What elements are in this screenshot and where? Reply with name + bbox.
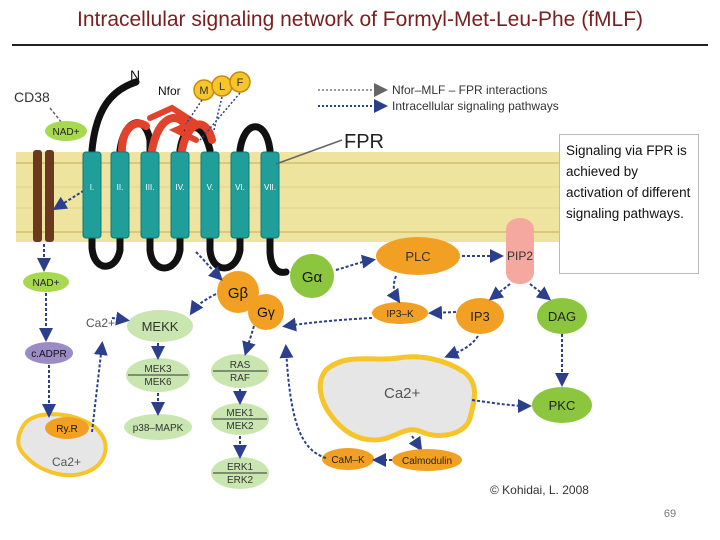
ryr-label: Ry.R [56, 424, 78, 435]
slide-title: Intracellular signaling network of Formyl-Met-Leu-Phe (fMLF) [76, 8, 644, 31]
helix-2 [111, 152, 129, 238]
nad-bottom-label: NAD+ [32, 278, 60, 289]
p38-label: p38–MAPK [132, 423, 184, 434]
pkc-label: PKC [548, 398, 576, 413]
ca-to-calmodulin-arrow [412, 436, 420, 448]
cd38-label: CD38 [14, 89, 50, 105]
fpr-label: FPR [344, 131, 384, 153]
ligand-residue-l: L [218, 81, 226, 93]
helix-label-5: V. [206, 183, 214, 192]
helix-4 [171, 152, 189, 238]
ga-to-plc-arrow [336, 260, 372, 270]
cadpr-label: c.ADPR [31, 349, 67, 360]
pip2-label: PIP2 [506, 249, 534, 263]
ryr-to-ca-arrow [92, 345, 102, 432]
note-box: Signaling via FPR is achieved by activation of different signaling pathways. [559, 134, 699, 274]
cd38-bar-left [33, 150, 42, 242]
legend-interaction-text: Nfor–MLF – FPR interactions [392, 83, 548, 97]
helix-label-4: IV. [175, 183, 185, 192]
helix-5 [201, 152, 219, 238]
erk12-label-top: ERK1 [226, 462, 254, 473]
helix-label-3: III. [145, 183, 155, 192]
gb-to-mekk-arrow [192, 294, 216, 312]
helix-6 [231, 152, 249, 238]
copyright-text: © Kohidai, L. 2008 [490, 483, 589, 497]
cd38-bar-right [45, 150, 54, 242]
ip3-to-ip3k-arrow [432, 312, 456, 313]
camk-label: CaM–K [331, 455, 365, 466]
ligand-residue-f: F [236, 77, 244, 89]
helix-label-2: II. [116, 183, 124, 192]
mek36-label-bottom: MEK6 [144, 377, 172, 388]
plc-to-ip3k-arrow [394, 276, 398, 300]
page-number: 69 [663, 508, 677, 520]
ligand-residue-m: M [199, 85, 209, 97]
helix-3 [141, 152, 159, 238]
ca-left-label: Ca2+ [52, 455, 82, 469]
mek12-label-bottom: MEK2 [226, 421, 254, 432]
rasraf-label-top: RAS [229, 360, 251, 371]
calmodulin-label: Calmodulin [401, 456, 453, 467]
dag-label: DAG [547, 309, 577, 324]
erk12-label-bottom: ERK2 [226, 475, 254, 486]
pip2-to-ip3-arrow [492, 284, 510, 298]
ip3-label: IP3 [470, 309, 490, 324]
legend-pathway-text: Intracellular signaling pathways [392, 99, 559, 113]
mek36-label-top: MEK3 [144, 364, 172, 375]
ca-store-label: Ca2+ [384, 385, 421, 402]
plc-label: PLC [405, 249, 431, 264]
helix-label-6: VI. [235, 183, 245, 192]
ip3-to-ca-arrow [448, 336, 478, 356]
g-alpha-label: Gα [301, 269, 323, 286]
rasraf-label-bottom: RAF [230, 373, 250, 384]
ip3k-to-gg-arrow [286, 318, 372, 326]
ca-mid-label: Ca2+ [86, 316, 116, 330]
gg-to-rasraf-arrow [246, 326, 254, 352]
mek12-label-top: MEK1 [226, 408, 254, 419]
ca-to-pkc-arrow [472, 400, 528, 406]
nad-top-label: NAD+ [52, 127, 80, 138]
g-beta-label: Gβ [227, 285, 249, 302]
camk-to-ras-arrow [286, 348, 326, 458]
mekk-label: MEKK [141, 319, 179, 334]
helix-label-7: VII. [263, 183, 277, 192]
nfor-label: Nfor [158, 84, 181, 98]
g-gamma-label: Gγ [257, 304, 275, 320]
ip3k-label: IP3–K [386, 309, 414, 320]
pip2-to-dag-arrow [530, 284, 548, 298]
helix-7 [261, 152, 279, 238]
n-terminus-label: N [130, 67, 141, 83]
helix-label-1: I. [89, 183, 95, 192]
helix-1 [83, 152, 101, 238]
